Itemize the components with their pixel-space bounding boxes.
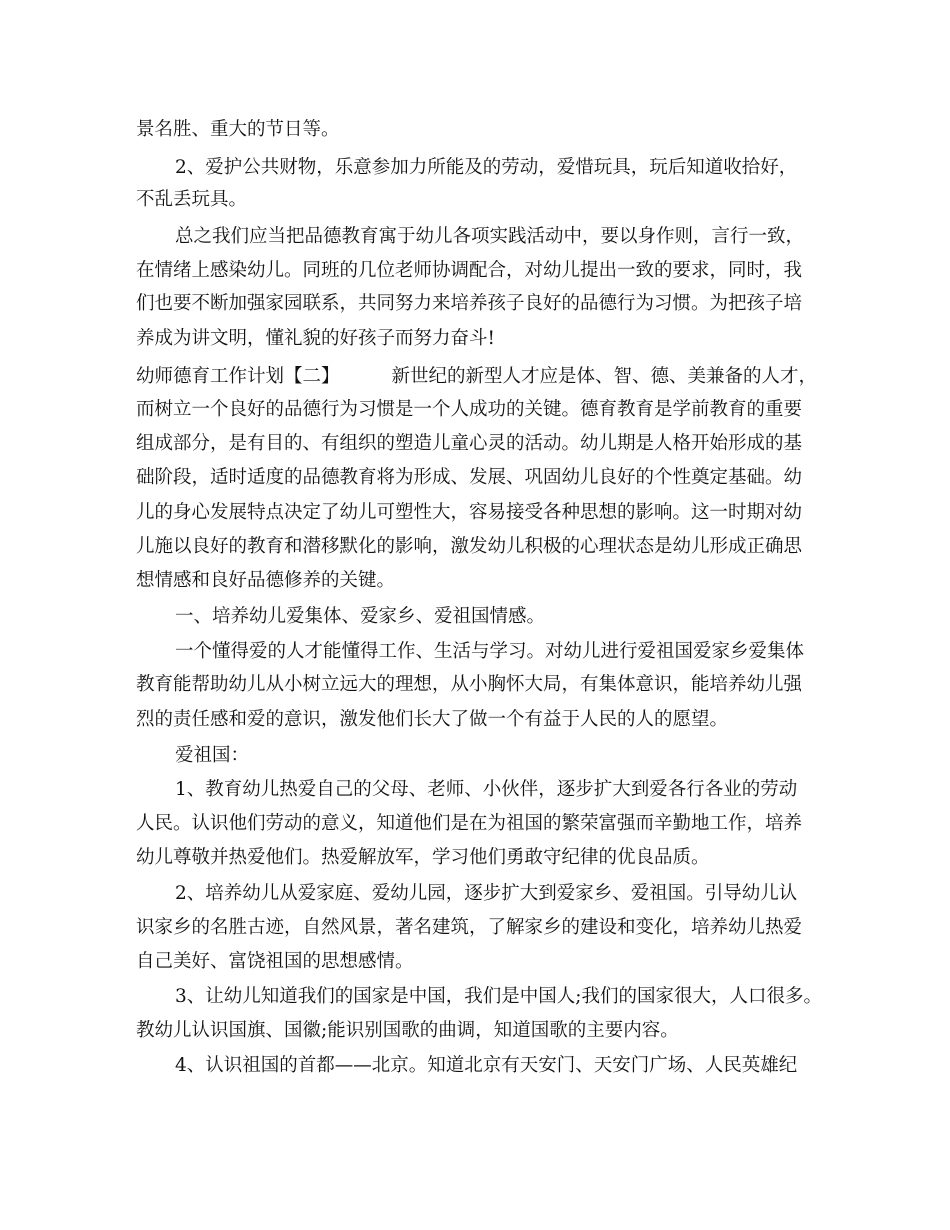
text-line: 烈的责任感和爱的意识，激发他们长大了做一个有益于人民的人的愿望。	[136, 709, 729, 730]
text-line: 儿施以良好的教育和潜移默化的影响，激发幼儿积极的心理状态是幼儿形成正确思	[136, 536, 803, 557]
text-line: 养成为讲文明，懂礼貌的好孩子而努力奋斗!	[136, 328, 495, 349]
text-line: 总之我们应当把品德教育寓于幼儿各项实践活动中，要以身作则，言行一致，	[175, 226, 805, 247]
text-line: 不乱丢玩具。	[136, 189, 248, 210]
text-line: 组成部分，是有目的、有组织的塑造儿童心灵的活动。幼儿期是人格开始形成的基	[136, 433, 803, 454]
section-heading-line	[136, 365, 817, 389]
text-line: 础阶段，适时适度的品德教育将为形成、发展、巩固幼儿良好的个性奠定基础。幼	[136, 467, 803, 488]
section-heading: 幼师德育工作计划【二】	[136, 366, 340, 387]
text-line: 识家乡的名胜古迹，自然风景，著名建筑，了解家乡的建设和变化，培养幼儿热爱	[136, 917, 803, 938]
text-line: 1、教育幼儿热爱自己的父母、老师、小伙伴，逐步扩大到爱各行各业的劳动	[175, 779, 798, 800]
text-line: 新世纪的新型人才应是体、智、德、美兼备的人才，	[391, 366, 818, 387]
text-line: 一、培养幼儿爱集体、爱家乡、爱祖国情感。	[175, 606, 546, 627]
text-line: 幼儿尊敬并热爱他们。热爱解放军，学习他们勇敢守纪律的优良品质。	[136, 847, 710, 868]
text-line: 们也要不断加强家园联系，共同努力来培养孩子良好的品德行为习惯。为把孩子培	[136, 293, 803, 314]
text-line: 一个懂得爱的人才能懂得工作、生活与学习。对幼儿进行爱祖国爱家乡爱集体	[175, 641, 805, 662]
text-line: 3、让幼儿知道我们的国家是中国，我们是中国人;我们的国家很大，人口很多。	[175, 986, 823, 1007]
text-line: 2、培养幼儿从爱家庭、爱幼儿园，逐步扩大到爱家乡、爱祖国。引导幼儿认	[175, 883, 798, 904]
text-line: 景名胜、重大的节日等。	[136, 119, 340, 140]
text-line: 自己美好、富饶祖国的思想感情。	[136, 951, 414, 972]
text-line: 人民。认识他们劳动的意义，知道他们是在为祖国的繁荣富强而辛勤地工作，培养	[136, 813, 803, 834]
text-line: 在情绪上感染幼儿。同班的几位老师协调配合，对幼儿提出一致的要求，同时，我	[136, 260, 803, 281]
text-line: 儿的身心发展特点决定了幼儿可塑性大，容易接受各种思想的影响。这一时期对幼	[136, 502, 803, 523]
subheading: 爱祖国：	[175, 745, 250, 766]
text-line: 教育能帮助幼儿从小树立远大的理想，从小胸怀大局，有集体意识，能培养幼儿强	[136, 674, 803, 695]
text-line: 想情感和良好品德修养的关键。	[136, 570, 396, 591]
text-line: 4、认识祖国的首都——北京。知道北京有天安门、天安门广场、人民英雄纪	[175, 1055, 798, 1076]
text-line: 教幼儿认识国旗、国徽;能识别国歌的曲调，知道国歌的主要内容。	[136, 1020, 679, 1041]
text-line: 2、爱护公共财物，乐意参加力所能及的劳动，爱惜玩具，玩后知道收拾好，	[175, 157, 798, 178]
text-line: 而树立一个良好的品德行为习惯是一个人成功的关键。德育教育是学前教育的重要	[136, 399, 803, 420]
